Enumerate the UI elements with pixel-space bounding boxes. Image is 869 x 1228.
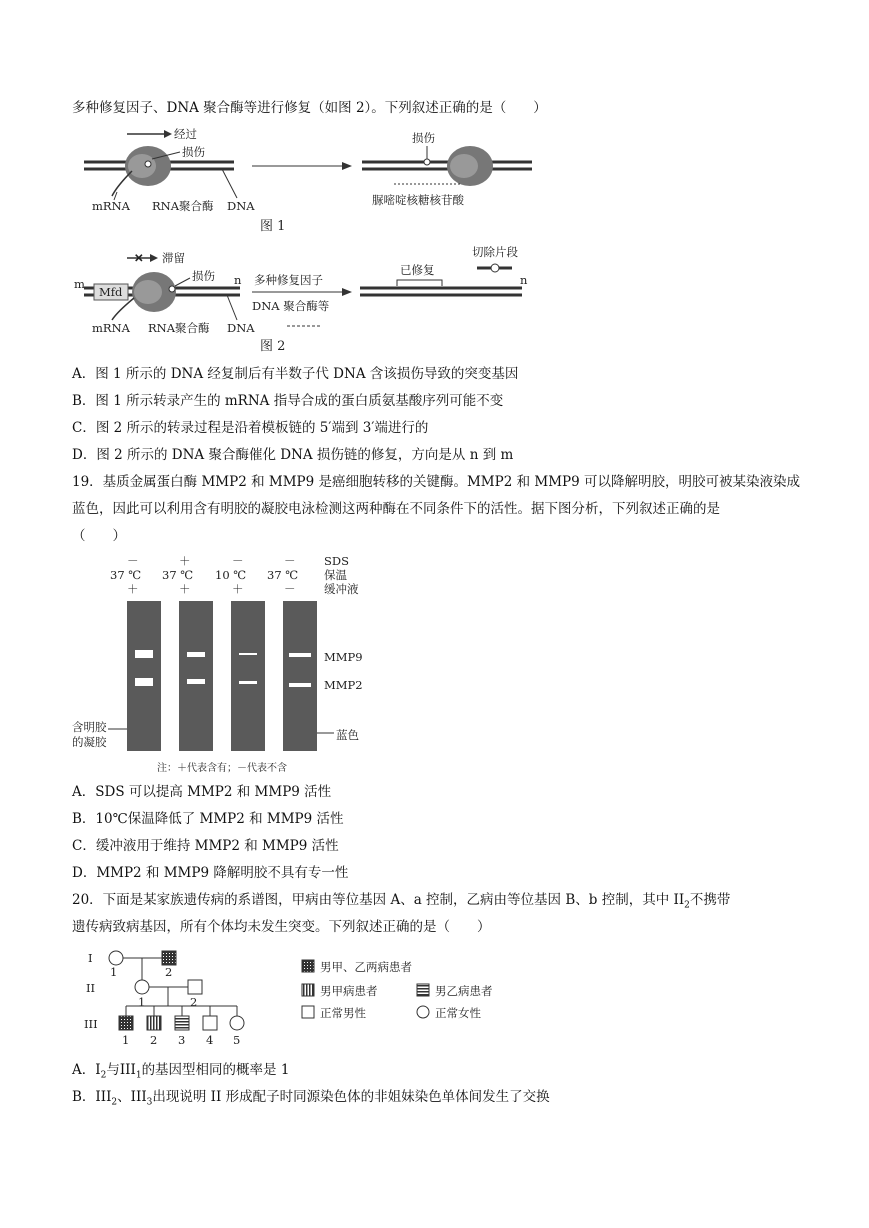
m-label: m (74, 277, 85, 291)
q19-option-a: A．SDS 可以提高 MMP2 和 MMP9 活性 (72, 784, 332, 800)
rnap-fig2-label: RNA聚合酶 (148, 321, 210, 335)
dna-label: DNA (227, 199, 255, 213)
legend-a: 男甲病患者 (320, 984, 378, 998)
legend-both: 男甲、乙两病患者 (320, 960, 412, 974)
mrna-fig2-label: mRNA (92, 321, 130, 335)
svg-text:✕: ✕ (134, 251, 144, 265)
gel-lane-1 (127, 601, 161, 751)
mrna-label: mRNA (92, 199, 130, 213)
gel-header (110, 554, 359, 596)
gen3-4 (203, 1016, 217, 1030)
svg-text:III: III (84, 1017, 98, 1031)
q18-option-d: D．图 2 所示的 DNA 聚合酶催化 DNA 损伤链的修复，方向是从 n 到 m (72, 447, 514, 463)
gel-lane-2 (179, 601, 213, 751)
gel-lane-4 (283, 601, 317, 751)
svg-text:－: － (284, 554, 296, 568)
stall-label: 滞留 (162, 251, 185, 265)
figure-1 (72, 126, 552, 236)
svg-text:II: II (86, 981, 96, 995)
svg-text:保温: 保温 (324, 568, 347, 582)
q18-option-c: C．图 2 所示的转录过程是沿着模板链的 5′端到 3′端进行的 (72, 420, 429, 436)
q19-stem-2: 蓝色，因此可以利用含有明胶的凝胶电泳检测这两种酶在不同条件下的活性。据下图分析，下列叙述正确的是 (72, 501, 720, 517)
gen3-2 (147, 1016, 161, 1030)
gen3-3 (175, 1016, 189, 1030)
q18-option-b: B．图 1 所示转录产生的 mRNA 指导合成的蛋白质氨基酸序列可能不变 (72, 393, 504, 409)
q19-option-b: B．10℃保温降低了 MMP2 和 MMP9 活性 (72, 811, 344, 827)
repaired-label: 已修复 (400, 263, 435, 277)
gen3-1 (119, 1016, 133, 1030)
svg-text:2: 2 (165, 965, 173, 979)
svg-text:1: 1 (122, 1033, 130, 1046)
svg-text:10 ℃: 10 ℃ (215, 568, 247, 582)
blue-label: 蓝色 (336, 728, 359, 742)
dna-fig2-label: DNA (227, 321, 255, 335)
svg-text:1: 1 (110, 965, 118, 979)
svg-text:3: 3 (178, 1033, 186, 1046)
legend-b: 男乙病患者 (435, 984, 493, 998)
rna-polymerase-right (447, 146, 493, 186)
q18-option-a: A．图 1 所示的 DNA 经复制后有半数子代 DNA 含该损伤导致的突变基因 (72, 366, 519, 382)
q20-option-a: A．$I_2$与$III_1$的基因型相同的概率是 1 (72, 1062, 290, 1081)
gen2-female (135, 980, 149, 994)
svg-text:37 ℃: 37 ℃ (162, 568, 194, 582)
q19-option-c: C．缓冲液用于维持 MMP2 和 MMP9 活性 (72, 838, 339, 854)
figure-1-caption: 图 1 (260, 219, 286, 234)
gen3-5 (230, 1016, 244, 1030)
band-lane4-mmp2 (289, 683, 311, 687)
svg-text:－: － (127, 554, 139, 568)
pass-label: 经过 (174, 127, 197, 141)
band-lane2-mmp2 (187, 679, 205, 684)
q20-option-b: B．$III_2$、$III_3$出现说明 II 形成配子时同源染色体的非姐妹染色单体间发生了交换 (72, 1089, 550, 1108)
band-lane3-mmp9 (239, 653, 257, 655)
pedigree-figure (72, 946, 512, 1046)
gel-label-2: 的凝胶 (72, 735, 107, 749)
gel-figure (72, 553, 392, 778)
svg-text:4: 4 (206, 1033, 214, 1046)
svg-text:37 ℃: 37 ℃ (267, 568, 299, 582)
excised-label: 切除片段 (472, 246, 518, 259)
rnap-label: RNA聚合酶 (152, 199, 214, 213)
svg-text:2: 2 (190, 995, 198, 1009)
svg-text:＋: ＋ (179, 554, 191, 568)
band-lane4-mmp9 (289, 653, 311, 657)
band-lane1-mmp9 (135, 650, 153, 658)
band-lane3-mmp2 (239, 681, 257, 684)
svg-text:缓冲液: 缓冲液 (324, 582, 359, 596)
svg-text:2: 2 (150, 1033, 158, 1046)
polymerase-label: DNA 聚合酶等 (252, 299, 330, 313)
gen1-female (109, 951, 123, 965)
svg-text:1: 1 (138, 995, 146, 1009)
figure-2-caption: 图 2 (260, 339, 286, 354)
q19-option-d: D．MMP2 和 MMP9 降解明胶不具有专一性 (72, 865, 349, 881)
legend-normal-female: 正常女性 (435, 1006, 481, 1020)
mmp2-label: MMP2 (324, 678, 363, 692)
factors-label: 多种修复因子 (254, 273, 323, 287)
q19-stem-1: 19．基质金属蛋白酶 MMP2 和 MMP9 是癌细胞转移的关键酶。MMP2 和 MMP9 可以降解明胶，明胶可被某染液染成 (72, 474, 800, 490)
q19-stem-3: （ ） (72, 528, 126, 544)
gel-label-1: 含明胶 (72, 720, 107, 734)
nucleotide-label: 脲嘧啶核糖核苷酸 (372, 193, 464, 207)
svg-text:＋: ＋ (179, 582, 191, 596)
gel-lane-3 (231, 601, 265, 751)
q20-stem-1: 20．下面是某家族遗传病的系谱图，甲病由等位基因 A、a 控制，乙病由等位基因 B、b 控制，其中 $II_2$不携带 (72, 892, 731, 911)
n-label: n (234, 273, 242, 287)
rna-polymerase-fig2 (132, 272, 176, 312)
svg-text:＋: ＋ (232, 582, 244, 596)
damage-label: 损伤 (182, 145, 205, 159)
figure-2 (72, 246, 552, 356)
damage-right-label: 损伤 (412, 131, 435, 145)
gen2-male (188, 980, 202, 994)
band-lane2-mmp9 (187, 652, 205, 657)
legend-normal-male: 正常男性 (320, 1006, 366, 1020)
damage-fig2-label: 损伤 (192, 269, 215, 283)
svg-text:SDS: SDS (324, 554, 349, 568)
mmp9-label: MMP9 (324, 650, 363, 664)
intro-text: 多种修复因子、DNA 聚合酶等进行修复（如图 2）。下列叙述正确的是（ ） (72, 100, 547, 116)
svg-text:＋: ＋ (127, 582, 139, 596)
svg-text:－: － (232, 554, 244, 568)
svg-text:I: I (88, 951, 93, 965)
svg-text:37 ℃: 37 ℃ (110, 568, 142, 582)
svg-text:－: － (284, 582, 296, 596)
n2-label: n (520, 273, 528, 287)
q20-stem-2: 遗传病致病基因，所有个体均未发生突变。下列叙述正确的是（ ） (72, 919, 491, 935)
gel-note: 注：＋代表含有；－代表不含 (157, 763, 287, 774)
mfd-label: Mfd (99, 285, 123, 299)
band-lane1-mmp2 (135, 678, 153, 686)
gen1-male (162, 951, 176, 965)
svg-text:5: 5 (233, 1033, 241, 1046)
